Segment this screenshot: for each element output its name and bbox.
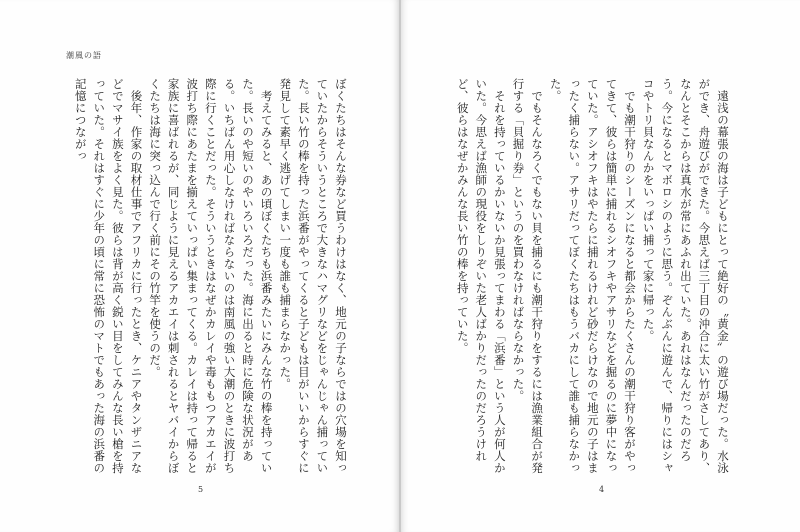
paragraph: 遠浅の幕張の海は子どもにとって絶好の〝黄金〟の遊び場だった。水泳ができ、舟遊びができた。今思えば三丁目の沖合に太い竹がさしてあり、なんとそこからは真水が常にあふれ出ていた。あれはなんだったのだろう。今になるとマボロシのように思う。ぞんぶんに遊んで、帰りにはシャコやトリ貝なんかをいっぱい捕って家に帰った。: [641, 78, 730, 474]
page-number: 5: [198, 485, 204, 494]
running-head: 潮風の語: [66, 51, 102, 60]
right-page: [401, 0, 800, 532]
paragraph: それを持っているかいないか見張ってまわる「浜番」という人が何人かいた。今思えば漁師の現役をしりぞいた老人ばかりだったのだろうけれど、彼らはなぜかみんな長い竹の棒を持っていた。: [455, 78, 507, 474]
paragraph: 考えてみると、あの頃ぼくたちも浜番みたいにみんな竹の棒を持っていた。長いのや短いのやいろいろだった。海に出ると時に危険な状況がある。いちばん用心しなければならないのは南風の強い大潮のときに波打ち際に行くことだった。そういうときはなぜかカレイや毒ももつアカエイが波打ち際にあたまを揃えていっぱい集まってくる。カレイは持って帰ると家族に喜ばれるが、同じように見えるアカエイは刺されるとヤバイからぼくたちは海に突っ込んで行く前にその竹竿を使うのだ。: [148, 78, 274, 474]
left-page-text: [48, 78, 350, 474]
paragraph: 後年、作家の取材仕事でアフリカに行ったとき、ケニアやタンザニアなどでマサイ族をよく見た。彼らは背が高く鋭い目をしてみんな長い槍を持っていた。それはすぐに少年の頃に常に恐怖のマトでもあった海の浜番の記憶につながっ: [73, 78, 144, 474]
left-page: [0, 0, 399, 532]
paragraph: でもそんなろくでもない貝を捕るにも潮干狩りをするには漁業組合が発行する「貝掘り券」というのを買わなければならなかった。: [511, 78, 545, 474]
paragraph: ぼくたちはそんな券など買うわけはなく、地元の子ならではの穴場を知っていたからそういうところで大きなハマグリなどをじゃんじゃん捕っていた。長い竹の棒を持った浜番がやってくると子どもは目がいいからすぐに発見して素早く逃げてしまい一度も誰も捕まらなかった。: [278, 78, 348, 474]
right-page-text: [436, 78, 732, 474]
paragraph: でも潮干狩りのシーズンになると都会からたくさんの潮干狩り客がやってきて、彼らは簡単に捕れるシオフキやアサリなどを掘るのに夢中になっていた。アシオフキはやたらに捕れるけれど砂だらけなので地元の子はまったく捕らない。アサリだってぼくたちはもうバカにして誰も捕らなかった。: [548, 78, 638, 474]
page-number: 4: [599, 485, 605, 494]
